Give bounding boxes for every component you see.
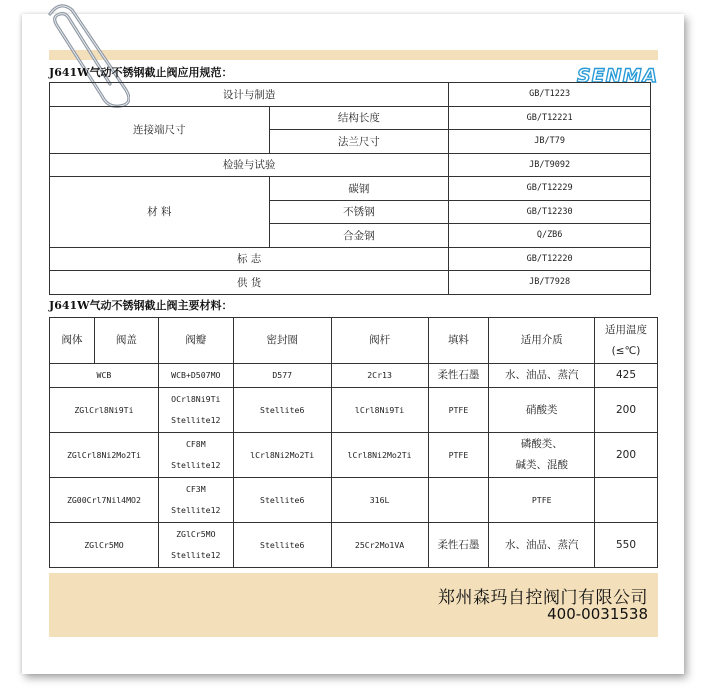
materials-title: J641W气动不锈钢截止阀主要材料： bbox=[49, 299, 233, 312]
table-row bbox=[50, 523, 658, 568]
stem-cell: 25Cr2Mo1VA bbox=[331, 523, 428, 568]
spec-label: 检验与试验 bbox=[50, 153, 449, 177]
body-cell: ZGlCrl8Ni9Ti bbox=[50, 388, 159, 433]
header-cell: 适用介质 bbox=[489, 318, 595, 364]
body-cell: ZGlCrl8Ni2Mo2Ti bbox=[50, 433, 159, 478]
disc-line: WCB+D507MO bbox=[171, 370, 221, 380]
body-cell: ZG00Crl7Nil4MO2 bbox=[50, 478, 159, 523]
footer-band bbox=[49, 573, 658, 637]
header-cell: 阀体 bbox=[50, 318, 95, 364]
spec-label: 供 货 bbox=[50, 271, 449, 295]
medium-cell bbox=[489, 478, 595, 523]
header-cell: 密封圈 bbox=[233, 318, 331, 364]
spec-value: GB/T1223 bbox=[449, 83, 651, 107]
company-name: 郑州森玛自控阀门有限公司 bbox=[438, 588, 648, 608]
stem-cell: 2Cr13 bbox=[331, 364, 428, 388]
table-row bbox=[50, 177, 651, 201]
table-row bbox=[50, 247, 651, 271]
disc-cell bbox=[158, 523, 233, 568]
table-row bbox=[50, 106, 651, 130]
table-row bbox=[50, 433, 658, 478]
spec-value: GB/T12220 bbox=[449, 247, 651, 271]
disc-line: CF8M bbox=[185, 439, 206, 449]
body-cell: ZGlCr5MO bbox=[50, 523, 159, 568]
svg-text:SENMA: SENMA bbox=[577, 65, 659, 86]
table-row bbox=[50, 153, 651, 177]
header-line: (≤℃) bbox=[611, 344, 641, 357]
body-cell: WCB bbox=[50, 364, 159, 388]
table-row bbox=[50, 478, 658, 523]
temp-cell: 425 bbox=[595, 364, 658, 388]
spec-value: JB/T9092 bbox=[449, 153, 651, 177]
disc-cell bbox=[158, 364, 233, 388]
spec-value: JB/T7928 bbox=[449, 271, 651, 295]
temp-cell: 200 bbox=[595, 433, 658, 478]
header-cell: 填料 bbox=[428, 318, 489, 364]
disc-line: Stellite12 bbox=[171, 505, 221, 515]
spec-value: GB/T12230 bbox=[449, 200, 651, 224]
spec-sublabel: 结构长度 bbox=[269, 106, 449, 130]
disc-line: CF3M bbox=[185, 484, 206, 494]
top-band bbox=[49, 50, 658, 60]
medium-line: PTFE bbox=[531, 494, 552, 505]
table-row bbox=[50, 388, 658, 433]
disc-line: Stellite12 bbox=[171, 460, 221, 470]
spec-label: 连接端尺寸 bbox=[50, 106, 270, 153]
spec-sublabel: 不锈钢 bbox=[269, 200, 449, 224]
medium-cell bbox=[489, 388, 595, 433]
packing-cell bbox=[428, 478, 489, 523]
disc-cell bbox=[158, 478, 233, 523]
disc-cell bbox=[158, 433, 233, 478]
medium-line: 碱类、混酸 bbox=[515, 459, 568, 471]
medium-line: 水、油品、蒸汽 bbox=[504, 538, 579, 551]
spec-label: 设计与制造 bbox=[50, 83, 449, 107]
spec-label: 材 料 bbox=[50, 177, 270, 248]
phone-number: 400-0031538 bbox=[547, 605, 648, 623]
medium-line: 硝酸类 bbox=[525, 403, 558, 416]
spec-sublabel: 合金钢 bbox=[269, 224, 449, 248]
seal-cell: Stellite6 bbox=[233, 523, 331, 568]
seal-cell: lCrl8Ni2Mo2Ti bbox=[233, 433, 331, 478]
header-cell: 阀盖 bbox=[94, 318, 158, 364]
disc-line: ZGlCr5MO bbox=[176, 529, 216, 539]
spec-sublabel: 碳钢 bbox=[269, 177, 449, 201]
stem-cell: 316L bbox=[331, 478, 428, 523]
packing-cell: PTFE bbox=[428, 433, 489, 478]
medium-cell bbox=[489, 364, 595, 388]
temp-cell: 550 bbox=[595, 523, 658, 568]
disc-line: Stellite12 bbox=[171, 415, 221, 425]
header-line: 适用温度 bbox=[605, 323, 648, 336]
packing-cell: 柔性石墨 bbox=[428, 364, 489, 388]
disc-cell bbox=[158, 388, 233, 433]
table-row bbox=[50, 364, 658, 388]
seal-cell: Stellite6 bbox=[233, 478, 331, 523]
materials-table bbox=[49, 317, 658, 568]
medium-line: 磷酸类、 bbox=[520, 438, 563, 450]
spec-value: GB/T12221 bbox=[449, 106, 651, 130]
stem-cell: lCrl8Ni2Mo2Ti bbox=[331, 433, 428, 478]
header-cell: 阀瓣 bbox=[158, 318, 233, 364]
header-cell bbox=[595, 318, 658, 364]
disc-line: OCrl8Ni9Ti bbox=[171, 394, 221, 404]
spec-value: JB/T79 bbox=[449, 130, 651, 154]
medium-cell bbox=[489, 433, 595, 478]
spec-value: Q/ZB6 bbox=[449, 224, 651, 248]
packing-cell: 柔性石墨 bbox=[428, 523, 489, 568]
temp-cell: 200 bbox=[595, 388, 658, 433]
table-row bbox=[50, 83, 651, 107]
temp-cell bbox=[595, 478, 658, 523]
spec-sublabel: 法兰尺寸 bbox=[269, 130, 449, 154]
header-cell: 阀杆 bbox=[331, 318, 428, 364]
table-row bbox=[50, 271, 651, 295]
stem-cell: lCrl8Ni9Ti bbox=[331, 388, 428, 433]
medium-cell bbox=[489, 523, 595, 568]
spec-table bbox=[49, 82, 651, 295]
spec-value: GB/T12229 bbox=[449, 177, 651, 201]
seal-cell: D577 bbox=[233, 364, 331, 388]
spec-title: J641W气动不锈钢截止阀应用规范： bbox=[49, 66, 233, 79]
seal-cell: Stellite6 bbox=[233, 388, 331, 433]
table-header-row bbox=[50, 318, 658, 364]
disc-line: Stellite12 bbox=[171, 550, 221, 560]
spec-label: 标 志 bbox=[50, 247, 449, 271]
medium-line: 水、油品、蒸汽 bbox=[504, 369, 579, 381]
packing-cell: PTFE bbox=[428, 388, 489, 433]
